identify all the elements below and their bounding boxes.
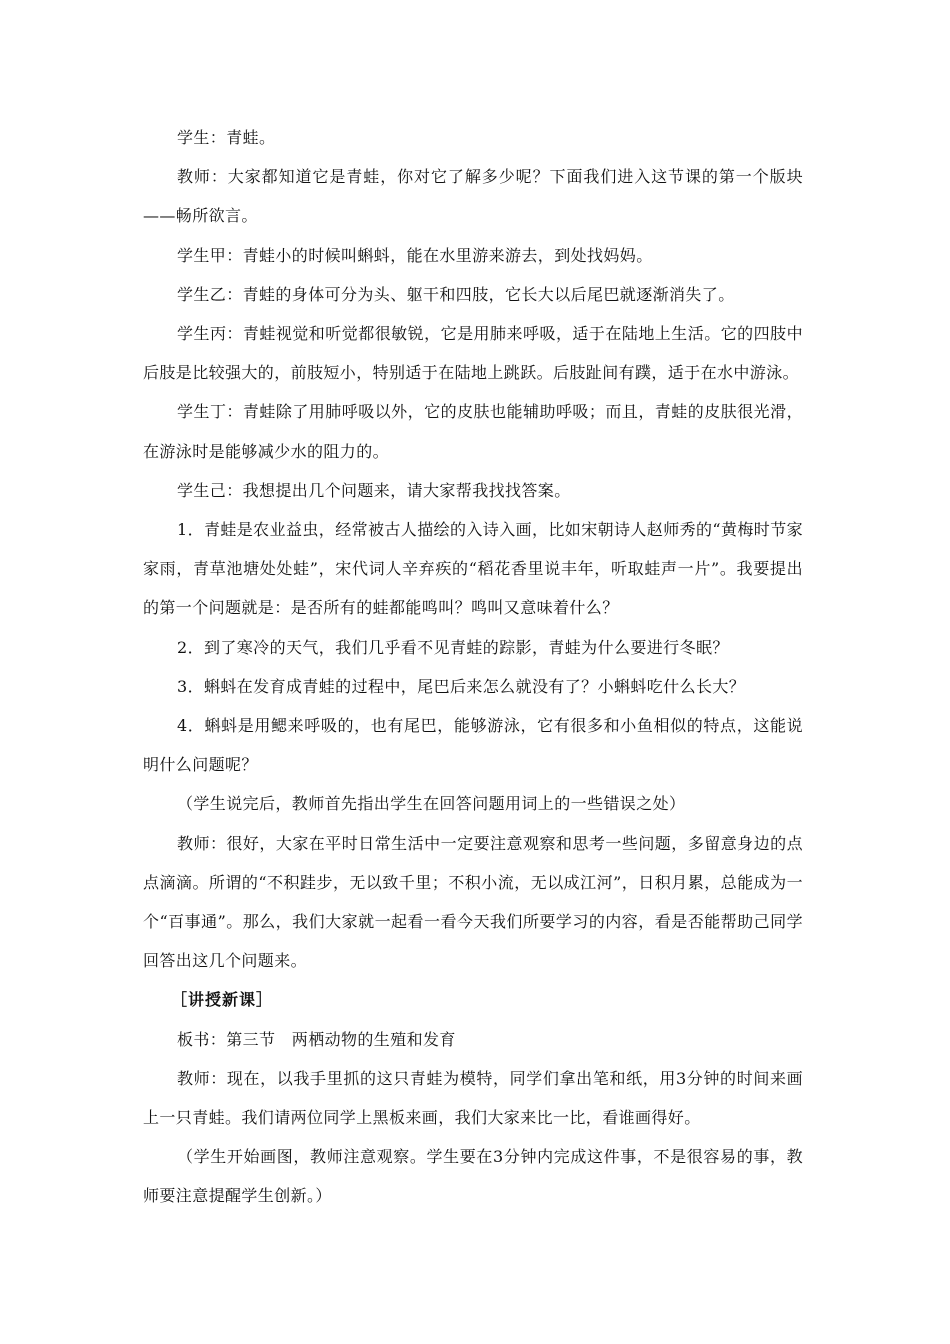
paragraph-teacher-note: （学生说完后，教师首先指出学生在回答问题用词上的一些错误之处） xyxy=(177,794,686,814)
paragraph-teacher-intro: 教师：大家都知道它是青蛙，你对它了解多少呢？下面我们进入这节课的第一个版块——畅所欲言。 xyxy=(143,167,803,226)
paragraph-student-b: 学生乙：青蛙的身体可分为头、躯干和四肢，它长大以后尾巴就逐渐消失了。 xyxy=(177,284,735,304)
question-2: 2．到了寒冷的天气，我们几乎看不见青蛙的踪影，青蛙为什么要进行冬眠？ xyxy=(177,637,729,657)
paragraph-student-d: 学生丁：青蛙除了用肺呼吸以外，它的皮肤也能辅助呼吸；而且，青蛙的皮肤很光滑，在游泳时是能够减少水的阻力的。 xyxy=(143,402,803,461)
lesson-text xyxy=(143,118,803,1216)
paragraph-student-c: 学生丙：青蛙视觉和听觉都很敏锐，它是用肺来呼吸，适于在陆地上生活。它的四肢中后肢是比较强大的，前肢短小，特别适于在陆地上跳跃。后肢趾间有蹼，适于在水中游泳。 xyxy=(143,324,803,383)
paragraph-student-f: 学生己：我想提出几个问题来，请大家帮我找找答案。 xyxy=(177,480,571,500)
paragraph-student-a: 学生甲：青蛙小的时候叫蝌蚪，能在水里游来游去，到处找妈妈。 xyxy=(177,245,653,265)
question-4: 4．蝌蚪是用鳃来呼吸的，也有尾巴，能够游泳，它有很多和小鱼相似的特点，这能说明什么问题呢？ xyxy=(143,716,803,775)
paragraph-drawing-note: （学生开始画图，教师注意观察。学生要在3分钟内完成这件事，不是很容易的事，教师要注意提醒学生创新。） xyxy=(143,1147,803,1206)
paragraph-student-answer: 学生：青蛙。 xyxy=(177,128,276,147)
question-1: 1．青蛙是农业益虫，经常被古人描绘的入诗入画，比如宋朝诗人赵师秀的“黄梅时节家家雨，青草池塘处处蛙”，宋代词人辛弃疾的“稻花香里说丰年，听取蛙声一片”。我要提出的第一个问题就是：是否所有的蛙都能鸣叫？鸣叫又意味着什么？ xyxy=(143,520,803,618)
paragraph-board-title: 板书：第三节 两栖动物的生殖和发育 xyxy=(177,1029,456,1049)
paragraph-teacher-drawing-task: 教师：现在，以我手里抓的这只青蛙为模特，同学们拿出笔和纸，用3分钟的时间来画上一只青蛙。我们请两位同学上黑板来画，我们大家来比一比，看谁画得好。 xyxy=(143,1068,803,1128)
question-3: 3．蝌蚪在发育成青蛙的过程中，尾巴后来怎么就没有了？小蝌蚪吃什么长大？ xyxy=(177,676,746,696)
paragraph-teacher-response: 教师：很好，大家在平时日常生活中一定要注意观察和思考一些问题，多留意身边的点点滴滴。所谓的“不积跬步，无以致千里；不积小流，无以成江河”，日积月累，总能成为一个“百事通”。那么，我们大家就一起看一看今天我们所要学习的内容，看是否能帮助己同学回答出这几个问题来。 xyxy=(143,833,803,971)
section-heading: ［讲授新课］ xyxy=(171,990,274,1010)
